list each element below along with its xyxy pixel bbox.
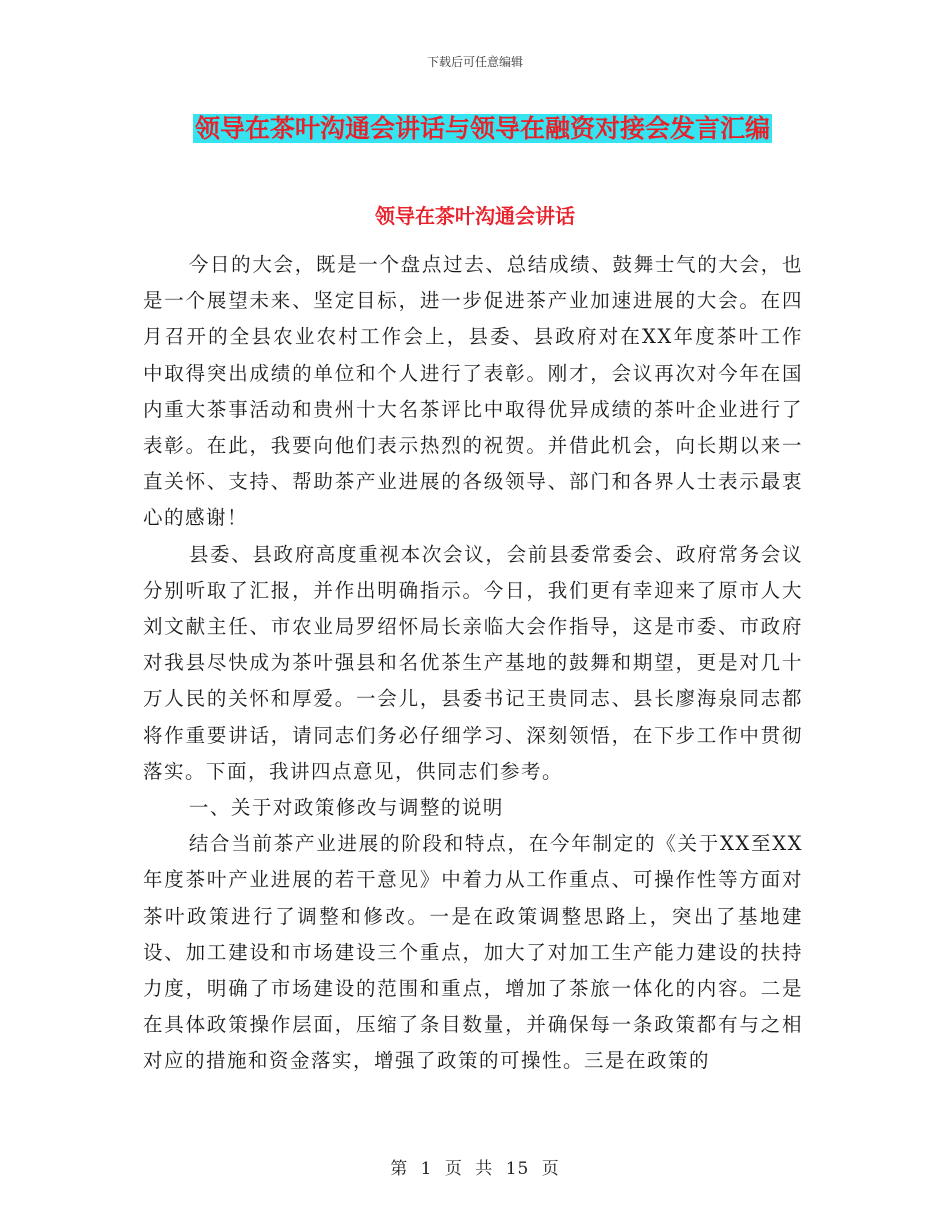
body-paragraph: 县委、县政府高度重视本次会议，会前县委常委会、政府常务会议分别听取了汇报，并作出明确指示。今日，我们更有幸迎来了原市人大刘文献主任、市农业局罗绍怀局长亲临大会作指导，这是市委、市政府对我县尽快成为茶叶强县和名优茶生产基地的鼓舞和期望，更是对几十万人民的关怀和厚爱。一会儿，县委书记王贵同志、县长廖海泉同志都将作重要讲话，请同志们务必仔细学习、深刻领悟，在下步工作中贯彻落实。下面，我讲四点意见，供同志们参考。 [143, 542, 803, 783]
page-header-note: 下载后可任意编辑 [426, 55, 523, 69]
document-title-text: 领导在茶叶沟通会讲话与领导在融资对接会发言汇编 [195, 114, 771, 143]
section-title: 领导在茶叶沟通会讲话 [375, 204, 575, 228]
document-title [193, 111, 772, 147]
body-paragraph: 今日的大会，既是一个盘点过去、总结成绩、鼓舞士气的大会，也是一个展望未来、坚定目标，进一步促进茶产业加速进展的大会。在四月召开的全县农业农村工作会上，县委、县政府对在XX年度茶叶工作中取得突出成绩的单位和个人进行了表彰。刚才，会议再次对今年在国内重大茶事活动和贵州十大名茶评比中取得优异成绩的茶叶企业进行了表彰。在此，我要向他们表示热烈的祝贺。并借此机会，向长期以来一直关怀、支持、帮助茶产业进展的各级领导、部门和各界人士表示最衷心的感谢！ [143, 253, 803, 530]
body-paragraph: 结合当前茶产业进展的阶段和特点，在今年制定的《关于XX至XX年度茶叶产业进展的若干意见》中着力从工作重点、可操作性等方面对茶叶政策进行了调整和修改。一是在政策调整思路上，突出了基地建设、加工建设和市场建设三个重点，加大了对加工生产能力建设的扶持力度，明确了市场建设的范围和重点，增加了茶旅一体化的内容。二是在具体政策操作层面，压缩了条目数量，并确保每一条政策都有与之相对应的措施和资金落实，增强了政策的可操性。三是在政策的 [143, 832, 803, 1073]
page-number: 第 1 页 共 15 页 [390, 1159, 560, 1179]
section-heading-1: 一、关于对政策修改与调整的说明 [188, 796, 504, 820]
document-body [143, 247, 803, 1080]
